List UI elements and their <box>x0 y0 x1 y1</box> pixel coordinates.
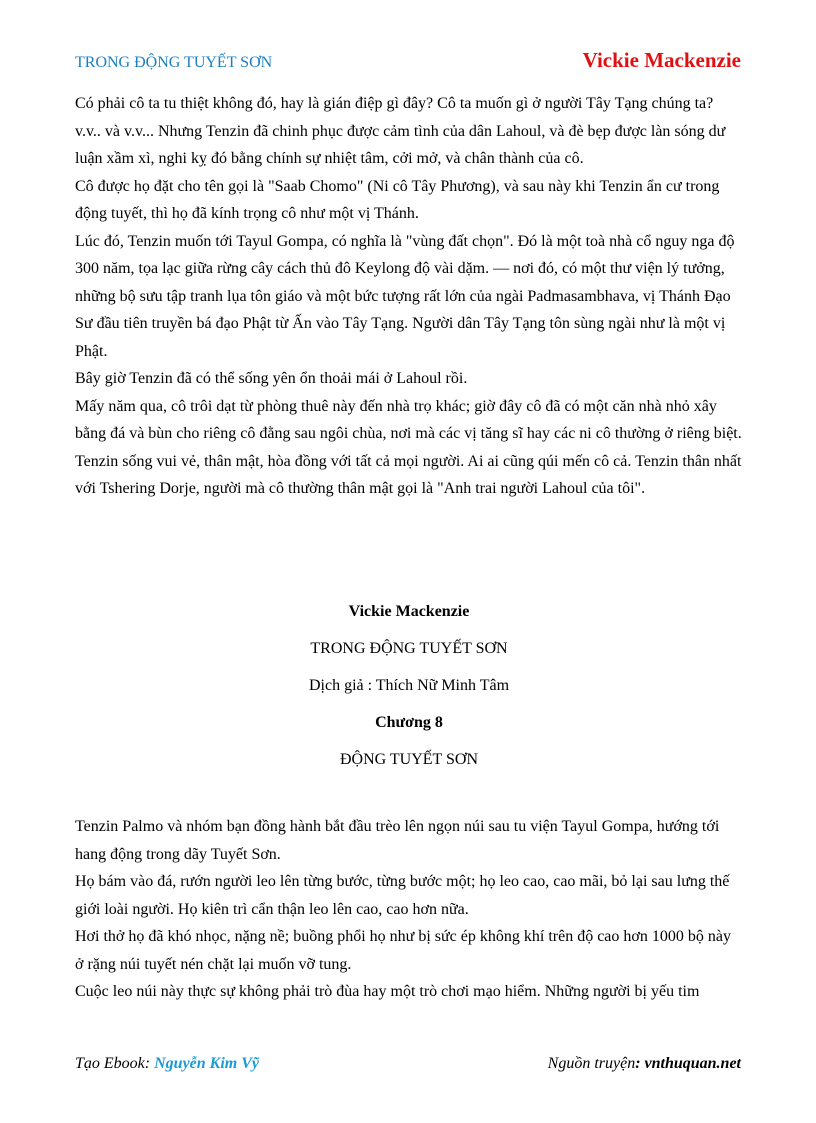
chapter-heading <box>75 593 743 778</box>
paragraph: Họ bám vào đá, rướn người leo lên từng bước, từng bước một; họ leo cao, cao mãi, bỏ lại sau lưng thế giới loài người. Họ kiên trì cẩn thận leo lên cao, cao hơn nữa. <box>75 873 730 918</box>
footer-ebook-label: Tạo Ebook <box>75 1055 145 1072</box>
page-header <box>75 48 741 78</box>
chapter-body-text <box>75 813 743 1006</box>
header-author: Vickie Mackenzie <box>582 48 741 72</box>
footer-ebook-credit <box>75 1055 259 1073</box>
footer-ebook-sep: : <box>144 1055 155 1072</box>
paragraph: Có phải cô ta tu thiệt không đó, hay là gián điệp gì đây? Cô ta muốn gì ở người Tây Tạng chúng ta? v.v.. và v.v... Nhưng Tenzin đã chinh phục được cảm tình của dân Lahoul, và đè bẹp được làn sóng dư luận xầm xì, nghi kỵ đó bằng chính sự nhiệt tâm, cởi mở, và chân thành của cô. <box>75 95 726 167</box>
paragraph: Cuộc leo núi này thực sự không phải trò đùa hay một trò chơi mạo hiểm. Những người bị yếu tim <box>75 983 700 1000</box>
chapter-number: Chương 8 <box>375 714 443 731</box>
footer-source <box>548 1055 741 1073</box>
chapter-author: Vickie Mackenzie <box>348 603 470 620</box>
chapter-translator: Dịch giả : Thích Nữ Minh Tâm <box>308 677 510 694</box>
footer-source-sep: : <box>635 1055 645 1072</box>
header-book-title: TRONG ĐỘNG TUYẾT SƠN <box>75 54 273 71</box>
paragraph: Tenzin Palmo và nhóm bạn đồng hành bắt đầu trèo lên ngọn núi sau tu viện Tayul Gompa, hướng tới hang động trong dãy Tuyết Sơn. <box>75 818 720 863</box>
footer-ebook-name: Nguyễn Kim Vỹ <box>154 1055 259 1072</box>
chapter-title: ĐỘNG TUYẾT SƠN <box>339 751 479 768</box>
paragraph: Tenzin sống vui vẻ, thân mật, hòa đồng với tất cả mọi người. Ai ai cũng qúi mến cô cả. Tenzin thân nhất với Tshering Dorje, người mà cô thường thân mật gọi là "Anh trai người Lahoul của tôi". <box>75 452 742 497</box>
chapter-book-title: TRONG ĐỘNG TUYẾT SƠN <box>310 640 508 657</box>
footer-source-site: vnthuquan.net <box>644 1055 741 1072</box>
paragraph: Hơi thở họ đã khó nhọc, nặng nề; buồng phổi họ như bị sức ép không khí trên độ cao hơn 1000 bộ này ở rặng núi tuyết nén chặt lại muốn vỡ tung. <box>75 928 731 973</box>
paragraph: Bây giờ Tenzin đã có thể sống yên ổn thoải mái ở Lahoul rồi. <box>75 370 468 387</box>
body-text <box>75 90 743 503</box>
footer-source-label: Nguồn truyện <box>547 1055 636 1072</box>
paragraph: Lúc đó, Tenzin muốn tới Tayul Gompa, có nghĩa là "vùng đất chọn". Đó là một toà nhà cổ nguy nga độ 300 năm, tọa lạc giữa rừng cây cách thủ đô Keylong độ vài dặm. — nơi đó, có một thư viện lý tưởng, những bộ sưu tập tranh lụa tôn giáo và một bức tượng rất lớn của ngài Padmasambhava, vị Thánh Đạo Sư đầu tiên truyền bá đạo Phật từ Ấn vào Tây Tạng. Người dân Tây Tạng tôn sùng ngài như là một vị Phật. <box>75 232 735 360</box>
paragraph: Cô được họ đặt cho tên gọi là "Saab Chomo" (Ni cô Tây Phương), và sau này khi Tenzin ẩn cư trong động tuyết, thì họ đã kính trọng cô như một vị Thánh. <box>75 177 720 222</box>
paragraph: Mấy năm qua, cô trôi dạt từ phòng thuê này đến nhà trọ khác; giờ đây cô đã có một căn nhà nhỏ xây bằng đá và bùn cho riêng cô đằng sau ngôi chùa, nơi mà các vị tăng sĩ hay các ni cô thường ở riêng biệt. <box>75 397 742 442</box>
